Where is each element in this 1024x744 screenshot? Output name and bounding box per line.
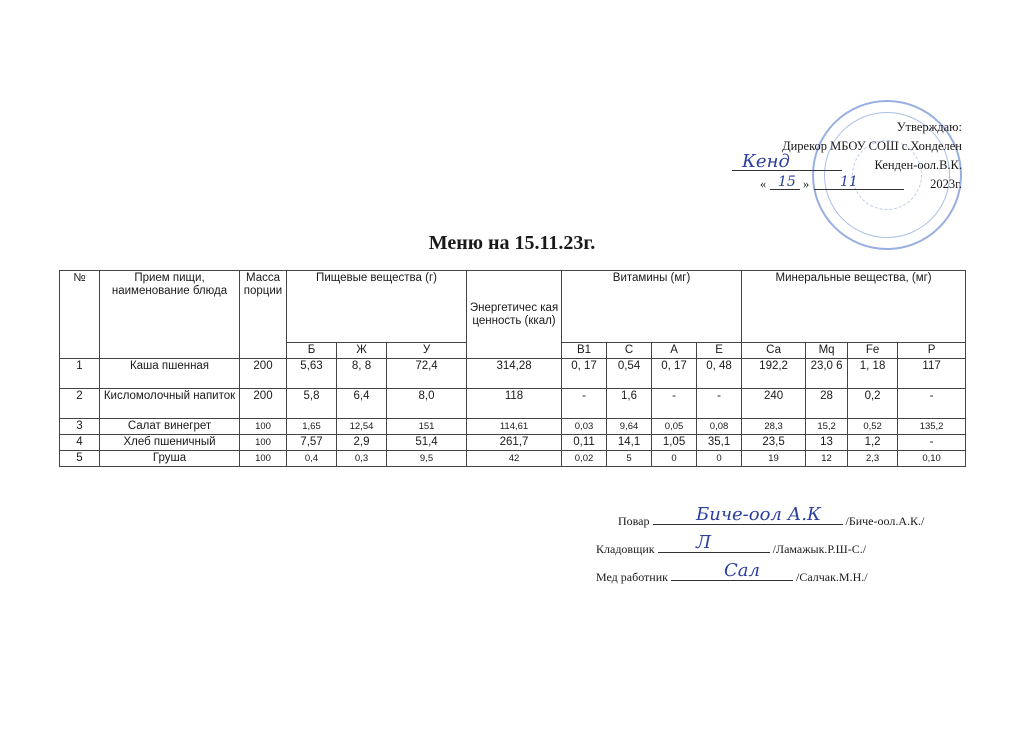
header-minerals: Минеральные вещества, (мг) (742, 271, 966, 343)
cell-energy: 314,28 (467, 359, 562, 389)
storekeeper-signature: Л (696, 532, 712, 553)
subheader-mg: Mq (806, 343, 848, 359)
approval-block (700, 118, 962, 194)
cell-c: 5 (607, 451, 652, 467)
table-row (60, 419, 966, 435)
cell-energy: 261,7 (467, 435, 562, 451)
cell-c: 0,54 (607, 359, 652, 389)
cell-mg: 12 (806, 451, 848, 467)
cell-mass: 100 (240, 451, 287, 467)
cell-mass: 100 (240, 419, 287, 435)
cell-fe: 1,2 (848, 435, 898, 451)
cell-fat: 2,9 (337, 435, 387, 451)
cell-b1: 0,03 (562, 419, 607, 435)
cell-b1: - (562, 389, 607, 419)
cell-fe: 2,3 (848, 451, 898, 467)
table-row (60, 435, 966, 451)
cell-p: 0,10 (898, 451, 966, 467)
cell-protein: 1,65 (287, 419, 337, 435)
subheader-a: А (652, 343, 697, 359)
date-month: 11 (840, 174, 858, 190)
cell-a: 0,05 (652, 419, 697, 435)
date-quote-close: » (803, 177, 810, 191)
cell-e: - (697, 389, 742, 419)
cell-ca: 28,3 (742, 419, 806, 435)
cell-protein: 7,57 (287, 435, 337, 451)
header-meal: Прием пищи, наименование блюда (100, 271, 240, 359)
cook-name: /Биче-оол.А.К./ (845, 514, 925, 528)
subheader-e: Е (697, 343, 742, 359)
cell-b1: 0,02 (562, 451, 607, 467)
cell-ca: 19 (742, 451, 806, 467)
subheader-fe: Fe (848, 343, 898, 359)
date-day: 15 (778, 174, 796, 190)
cell-a: 0 (652, 451, 697, 467)
cell-energy: 118 (467, 389, 562, 419)
cell-protein: 5,63 (287, 359, 337, 389)
table-row (60, 389, 966, 419)
cell-energy: 114,61 (467, 419, 562, 435)
director-signature: Кенд (742, 151, 790, 172)
cell-number: 4 (60, 435, 100, 451)
date-quote-open: « (760, 177, 767, 191)
cell-a: - (652, 389, 697, 419)
cell-mg: 28 (806, 389, 848, 419)
cell-number: 5 (60, 451, 100, 467)
cell-meal: Салат винегрет (100, 419, 240, 435)
director-name: Кенден-оол.В.К. (874, 158, 962, 172)
date-month-line (814, 175, 904, 190)
approve-label: Утверждаю: (896, 120, 962, 134)
storekeeper-signature-line (658, 538, 770, 553)
cell-a: 1,05 (652, 435, 697, 451)
cell-ca: 240 (742, 389, 806, 419)
cell-meal: Груша (100, 451, 240, 467)
header-nutrients: Пищевые вещества (г) (287, 271, 467, 343)
cell-number: 3 (60, 419, 100, 435)
cell-number: 1 (60, 359, 100, 389)
subheader-c: С (607, 343, 652, 359)
header-energy: Энергетичес кая ценность (ккал) (467, 271, 562, 359)
cell-mg: 23,0 6 (806, 359, 848, 389)
cell-e: 0,08 (697, 419, 742, 435)
subheader-b1: В1 (562, 343, 607, 359)
cell-mg: 15,2 (806, 419, 848, 435)
cell-carbs: 72,4 (387, 359, 467, 389)
cell-mass: 200 (240, 389, 287, 419)
cell-carbs: 9,5 (387, 451, 467, 467)
cell-e: 0, 48 (697, 359, 742, 389)
page-title: Меню на 15.11.23г. (428, 232, 596, 254)
cell-mass: 100 (240, 435, 287, 451)
table-row (60, 359, 966, 389)
cell-e: 35,1 (697, 435, 742, 451)
cell-p: - (898, 435, 966, 451)
cell-mass: 200 (240, 359, 287, 389)
cell-c: 1,6 (607, 389, 652, 419)
medic-name: /Салчак.М.Н./ (795, 570, 868, 584)
cell-protein: 0,4 (287, 451, 337, 467)
cell-fe: 0,52 (848, 419, 898, 435)
cell-fat: 8, 8 (337, 359, 387, 389)
cell-meal: Кисломолочный напиток (100, 389, 240, 419)
cell-carbs: 8,0 (387, 389, 467, 419)
subheader-fat: Ж (337, 343, 387, 359)
table-row (60, 451, 966, 467)
cell-p: - (898, 389, 966, 419)
cell-e: 0 (697, 451, 742, 467)
subheader-ca: Са (742, 343, 806, 359)
cell-fat: 12,54 (337, 419, 387, 435)
header-vitamins: Витамины (мг) (562, 271, 742, 343)
cell-fat: 6,4 (337, 389, 387, 419)
cell-carbs: 51,4 (387, 435, 467, 451)
subheader-protein: Б (287, 343, 337, 359)
cell-mg: 13 (806, 435, 848, 451)
medic-signature: Сал (724, 560, 760, 581)
cook-role: Повар (618, 514, 650, 528)
subheader-p: Р (898, 343, 966, 359)
menu-table (59, 270, 966, 467)
storekeeper-name: /Ламажык.Р.Ш-С./ (772, 542, 867, 556)
subheader-carbs: У (387, 343, 467, 359)
cell-c: 9,64 (607, 419, 652, 435)
director-title: Дирекор МБОУ СОШ с.Хонделен (782, 139, 962, 153)
cell-p: 135,2 (898, 419, 966, 435)
cell-b1: 0,11 (562, 435, 607, 451)
medic-role: Мед работник (596, 570, 668, 584)
cell-b1: 0, 17 (562, 359, 607, 389)
cook-signature: Биче-оол А.К (696, 504, 821, 525)
cell-ca: 192,2 (742, 359, 806, 389)
cell-number: 2 (60, 389, 100, 419)
signatures-block (596, 504, 925, 594)
cell-meal: Хлеб пшеничный (100, 435, 240, 451)
header-mass: Масса порции (240, 271, 287, 359)
cell-protein: 5,8 (287, 389, 337, 419)
cell-fe: 1, 18 (848, 359, 898, 389)
cell-ca: 23,5 (742, 435, 806, 451)
cell-energy: 42 (467, 451, 562, 467)
cell-p: 117 (898, 359, 966, 389)
cell-a: 0, 17 (652, 359, 697, 389)
date-year: 2023г. (930, 177, 962, 191)
cell-carbs: 151 (387, 419, 467, 435)
storekeeper-role: Кладовщик (596, 542, 655, 556)
header-number: № (60, 271, 100, 359)
cell-c: 14,1 (607, 435, 652, 451)
cell-fat: 0,3 (337, 451, 387, 467)
cell-fe: 0,2 (848, 389, 898, 419)
cell-meal: Каша пшенная (100, 359, 240, 389)
